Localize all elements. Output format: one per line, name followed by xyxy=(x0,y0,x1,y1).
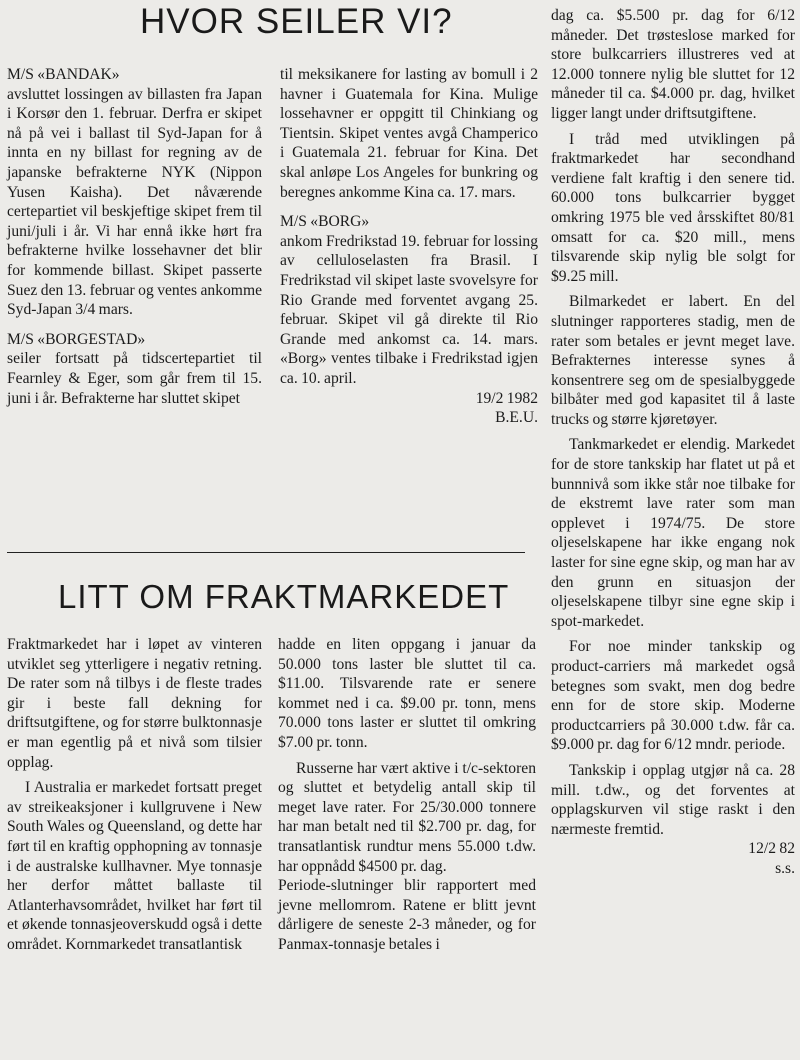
ship-heading: M/S «BANDAK» xyxy=(7,66,120,83)
paragraph: Fraktmarkedet har i løpet av vinteren utviklet seg ytterligere i negativ retning. De rater som nå tilbys i de fleste trades gir i beste fall dekning for driftsutgiftene, og for større bulktonnasje er man egentlig på et nivå som tilsier opplag. xyxy=(7,636,262,771)
section-divider xyxy=(7,552,525,553)
signature-line: B.E.U. xyxy=(495,409,538,427)
signature-line: 12/2 82 xyxy=(748,840,795,858)
paragraph: Bilmarkedet er labert. En del slutninger rapporteres stadig, men de rater som betales er jevnt meget lave. Befrakternes interesse synes å konsentrere seg om de spesialbyggede bilbåter med god kapasitet til å laste trucks og større kjøretøyer. xyxy=(551,293,795,428)
paragraph: I Australia er markedet fortsatt preget av streikeaksjoner i kullgruvene i New South Wales og Queensland, og dette har ført til en kraftig opphopning av tonnasje i de australske kullhavner. Mye tonnasje her derfor måttet ballaste til Atlanterhavsområdet, hvilket har ført til et økende tonnasjeoverskudd også i dette området. Kornmarkedet transatlantisk xyxy=(7,779,262,953)
headline-hvor-seiler-vi: HVOR SEILER VI? xyxy=(140,2,453,41)
paragraph: hadde en liten oppgang i januar da 50.000 tons laster ble sluttet til ca. $11.00. Tilsvarende rate er senere kommet ned i ca. $9.00 pr. tonn, mens 70.000 tons laster er sluttet til omkring $7.00 pr. tonn. xyxy=(278,636,536,751)
paragraph: ankom Fredrikstad 19. februar for lossing av celluloselasten fra Brasil. I Fredrikstad vil skipet laste svovelsyre for Rio Grande med forventet avgang 25. februar. Skipet vil gå direkte til Rio Grande med ankomst ca. 14. mars. «Borg» ventes tilbake i Fredrikstad igjen ca. 10. april. xyxy=(280,232,538,387)
fraktmarkedet-column-1 xyxy=(7,635,262,955)
ship-heading: M/S «BORGESTAD» xyxy=(7,330,146,348)
paragraph: For noe minder tankskip og product-carriers må markedet også betegnes som svakt, men dog bedre enn for de store skip. Moderne productcarriers på 30.000 t.dw. får ca. $9.000 pr. dag for 6/12 mndr. periode. xyxy=(551,638,795,754)
ship-heading: M/S «BORG» xyxy=(280,213,370,231)
column-3 xyxy=(551,6,795,879)
paragraph: Periode-slutninger blir rapportert med jevne mellomrom. Ratene er blitt jevnt dårligere de seneste 2-3 måneder, og for Panmax-tonnasje betales i xyxy=(278,877,536,953)
fraktmarkedet-column-2 xyxy=(278,635,536,955)
paragraph: Tankmarkedet er elendig. Markedet for de store tankskip har flatet ut på et bunnnivå som ikke står noe tilbake for de ekstremt lave rater som man opplevet i 1974/75. De store oljeselskapene har ikke engang nok laster for sine egne skip, og man har av den grunn en situasjon der oljeselskapene tilbyr sine egne skip i spot-markedet. xyxy=(551,436,795,630)
hvor-seiler-column-2 xyxy=(280,65,538,428)
paragraph: til meksikanere for lasting av bomull i 2 havner i Guatemala for Kina. Mulige lossehavner er oppgitt til Chinkiang og Tientsin. Skipet ventes avgå Champerico i Guatemala 21. februar for Kina. Det skal anløpe Los Angeles for bunkring og beregnes ankomme Kina ca. 17. mars. xyxy=(280,66,538,201)
paragraph: seiler fortsatt på tidscertepartiet til Fearnley & Eger, som går frem til 15. juni i år. Befrakterne har sluttet skipet xyxy=(7,350,262,407)
signature-line: s.s. xyxy=(775,859,795,877)
paragraph: dag ca. $5.500 pr. dag for 6/12 måneder. Det trøsteslose marked for store bulkcarriers illustreres ved at 12.000 tonnere nylig ble sluttet for 12 måneder til ca. $4.000 pr. dag, hvilket ligger langt under driftsutgiftene. xyxy=(551,7,795,122)
paragraph: Russerne har vært aktive i t/c-sektoren og sluttet et betydelig antall skip til meget lave rater. For 25/30.000 tonnere har man betalt ned til $2.700 pr. dag, for transatlantisk rundtur mens 55.000 t.dw. har oppnådd $4500 pr. dag. xyxy=(278,759,536,875)
hvor-seiler-column-1 xyxy=(7,65,262,408)
paragraph: avsluttet lossingen av billasten fra Japan i Korsør den 1. februar. Derfra er skipet nå på vei i ballast til Syd-Japan for å innta en ny billast for regning av de japanske befrakterne NYK (Nippon Yusen Kaisha). Det nåværende certepartiet vil beskjeftige skipet frem til juni/juli i år. Vi har ennå ikke hørt fra befrakterne hvilke lossehavner det blir for kommende billast. Skipet passerte Suez den 13. februar og ventes ankomme Syd-Japan 3/4 mars. xyxy=(7,85,262,319)
paragraph: Tankskip i opplag utgjør nå ca. 28 mill. t.dw., og det forventes at opplagskurven vil stige raskt i den nærmeste fremtid. xyxy=(551,761,795,838)
signature-line: 19/2 1982 xyxy=(475,389,538,407)
headline-litt-om-fraktmarkedet: LITT OM FRAKTMARKEDET xyxy=(58,578,510,615)
paragraph: I tråd med utviklingen på fraktmarkedet har secondhand verdiene falt kraftig i den senere tid. 60.000 tons bulkcarrier bygget omkring 1975 ble ved årsskiftet 80/81 omsatt for ca. $20 mill., mens tilsvarende skip nylig ble solgt for $9.25 mill. xyxy=(551,130,795,285)
